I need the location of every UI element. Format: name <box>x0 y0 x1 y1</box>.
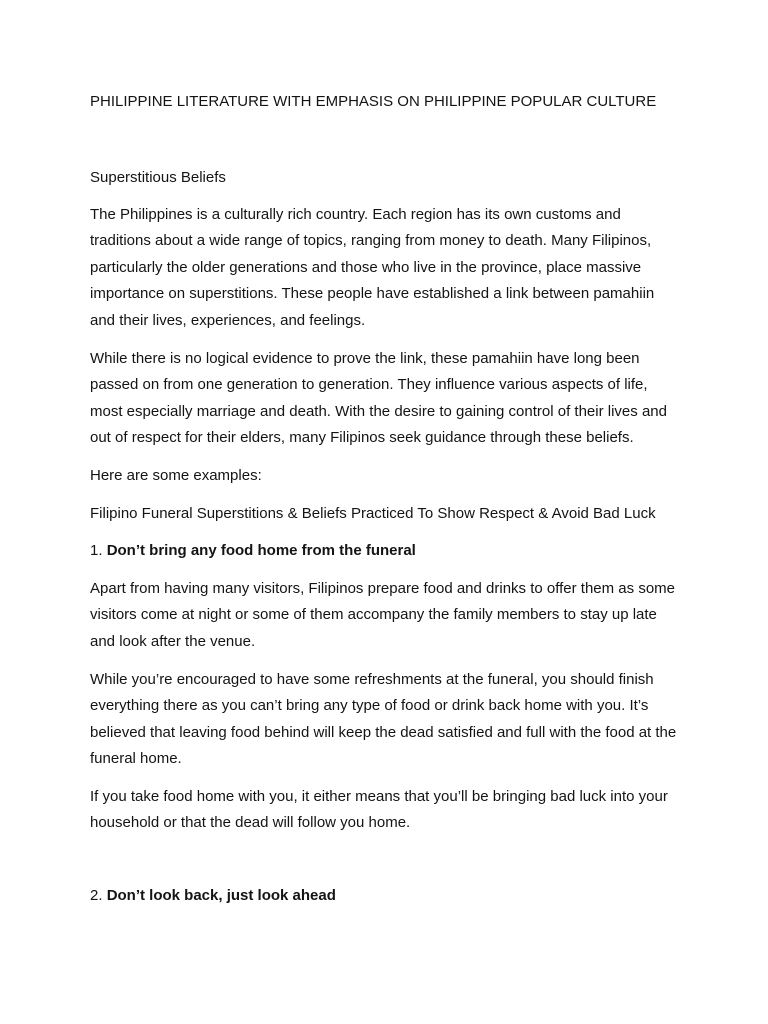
item-1-paragraph-2: While you’re encouraged to have some refreshments at the funeral, you should finish everything there as you can’t bring any type of food or drink back home with you. It’s believed that leaving food behind will keep the dead satisfied and full with the food at the funeral home. <box>90 670 677 768</box>
item-1-number: 1. <box>90 542 103 560</box>
item-1-title: Don’t bring any food home from the funeral <box>106 542 416 560</box>
document-body <box>90 165 680 921</box>
spacer <box>90 848 680 883</box>
item-1-heading <box>90 538 680 565</box>
list-title: Filipino Funeral Superstitions & Beliefs Practiced To Show Respect & Avoid Bad Luck <box>90 504 656 522</box>
item-2-title: Don’t look back, just look ahead <box>106 887 336 905</box>
intro-paragraph-1: The Philippines is a culturally rich country. Each region has its own customs and traditions about a wide range of topics, ranging from money to death. Many Filipinos, particularly the older generations and those who live in the province, place massive importance on superstitions. These people have established a link between pamahiin and their lives, experiences, and feelings. <box>90 205 655 329</box>
item-2-number: 2. <box>90 887 103 905</box>
item-1-paragraph-1: Apart from having many visitors, Filipinos prepare food and drinks to offer them as some visitors come at night or some of them accompany the family members to stay up late and look after the venue. <box>90 579 675 650</box>
item-2-heading <box>90 883 680 910</box>
examples-intro: Here are some examples: <box>90 466 262 484</box>
intro-paragraph-2: While there is no logical evidence to prove the link, these pamahiin have long been passed on from one generation to generation. They influence various aspects of life, most especially marriage and death. With the desire to gaining control of their lives and out of respect for their elders, many Filipinos seek guidance through these beliefs. <box>90 349 667 447</box>
document-title: PHILIPPINE LITERATURE WITH EMPHASIS ON PHILIPPINE POPULAR CULTURE <box>90 93 657 110</box>
item-1-paragraph-3: If you take food home with you, it either means that you’ll be bringing bad luck into your household or that the dead will follow you home. <box>90 787 668 832</box>
section-heading: Superstitious Beliefs <box>90 169 226 186</box>
